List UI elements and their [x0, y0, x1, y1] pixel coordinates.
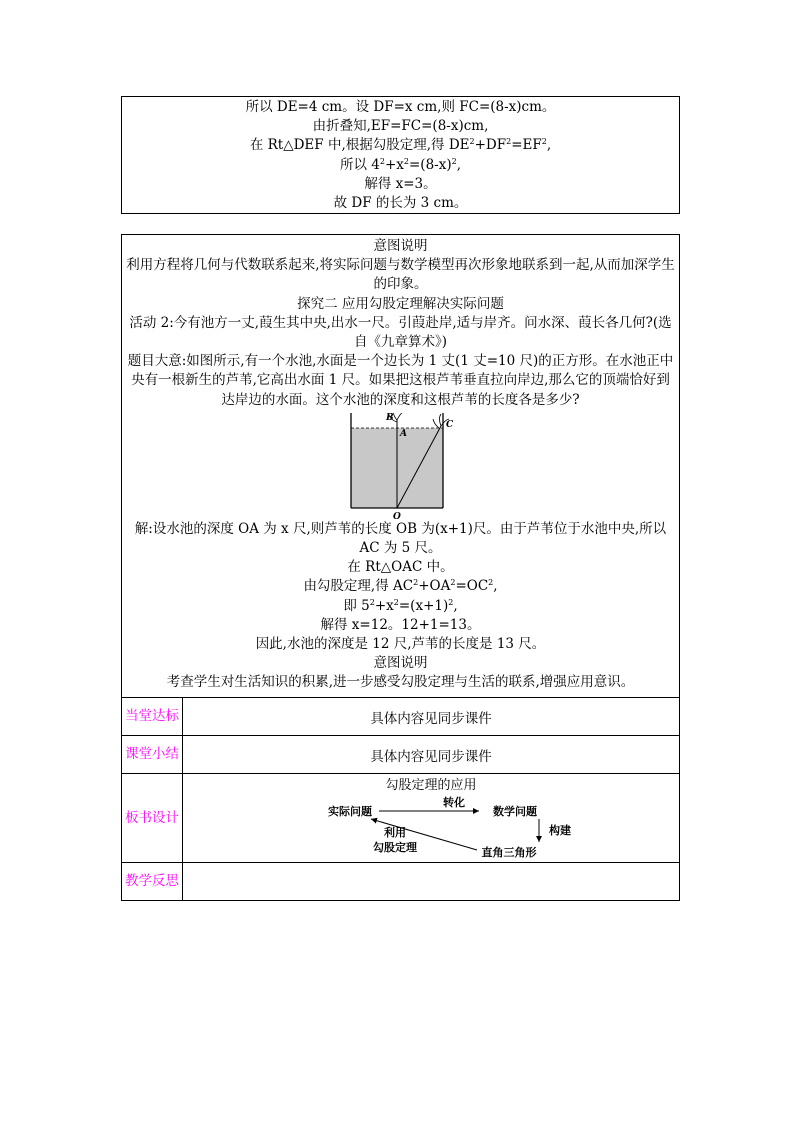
problem-summary: 题目大意:如图所示,有一个水池,水面是一个边长为 1 丈(1 丈=10 尺)的正方形。在水池正中央有一根新生的芦苇,它高出水面 1 尺。如果把这根芦苇垂直拉向岸边,那么它的顶端恰好到达岸边的水面。这个水池的深度和这根芦苇的长度各是多少? — [127, 353, 674, 408]
board-math: 数学问题 — [493, 805, 537, 818]
table-row — [122, 774, 680, 863]
text-line: 在 Rt△OAC 中。 — [347, 559, 454, 576]
label-o: O — [393, 511, 401, 522]
row-content: 具体内容见同步课件 — [183, 698, 680, 736]
table-row — [122, 736, 680, 774]
text-line: 解得 x=12。12+1=13。 — [320, 616, 481, 633]
label-a: A — [400, 428, 407, 439]
table-row — [122, 863, 680, 901]
label-b: B — [386, 412, 394, 423]
text-line: 所以 DE=4 cm。设 DF=x cm,则 FC=(8-x)cm。 — [245, 99, 556, 115]
row-label: 板书设计 — [122, 774, 183, 863]
board-build: 构建 — [549, 824, 571, 837]
text-line: 解得 x=3。 — [364, 175, 437, 192]
board-real: 实际问题 — [328, 805, 372, 818]
label-c: C — [446, 419, 454, 430]
solution-paragraph: 解:设水池的深度 OA 为 x 尺,则芦苇的长度 OB 为(x+1)尺。由于芦苇位于水池中央,所以 AC 为 5 尺。 — [134, 520, 667, 557]
intent-paragraph: 考查学生对生活知识的积累,进一步感受勾股定理与生活的联系,增强应用意识。 — [166, 674, 635, 691]
pond-diagram — [340, 413, 470, 523]
lesson-table — [121, 697, 680, 901]
main-content-box — [121, 234, 680, 698]
text-line: 因此,水池的深度是 12 尺,芦苇的长度是 13 尺。 — [255, 636, 546, 653]
text-line: 即 $5^2+x^2=(x+1)^2$, — [343, 597, 458, 614]
board-transform: 转化 — [443, 796, 465, 809]
board-triangle: 直角三角形 — [481, 846, 537, 858]
table-row — [122, 698, 680, 736]
board-title: 勾股定理的应用 — [385, 778, 477, 793]
section-heading: 意图说明 — [373, 238, 428, 254]
row-label: 课堂小结 — [122, 736, 183, 774]
section-heading: 意图说明 — [373, 655, 428, 672]
text-line: 故 DF 的长为 3 cm。 — [333, 195, 468, 212]
row-label: 教学反思 — [122, 863, 183, 901]
solution-box-top — [121, 96, 680, 214]
text-line: 在 Rt△DEF 中,根据勾股定理,得 $DE^2+DF^2=EF^2$, — [249, 137, 552, 154]
pond-figure — [122, 410, 679, 520]
section-heading: 探究二 应用勾股定理解决实际问题 — [297, 295, 504, 312]
intent-paragraph: 利用方程将几何与代数联系起来,将实际问题与数学模型再次形象地联系到一起,从而加深学生的印象。 — [126, 257, 675, 293]
board-use1: 利用 — [384, 826, 406, 839]
activity-paragraph: 活动 2:今有池方一丈,葭生其中央,出水一尺。引葭赴岸,适与岸齐。问水深、葭长各几何?(选自《九章算术》) — [129, 314, 672, 351]
board-diagram — [183, 774, 680, 858]
row-label: 当堂达标 — [122, 698, 183, 736]
text-line: 所以 $4^2+x^2=(8-x)^2$, — [339, 156, 461, 173]
row-content — [183, 863, 680, 901]
board-use2: 勾股定理 — [373, 841, 417, 854]
row-content: 具体内容见同步课件 — [183, 736, 680, 774]
text-line: 由勾股定理,得 $AC^2+OA^2=OC^2$, — [303, 578, 498, 595]
board-design-cell — [183, 774, 680, 863]
text-line: 由折叠知,EF=FC=(8-x)cm, — [312, 118, 489, 135]
